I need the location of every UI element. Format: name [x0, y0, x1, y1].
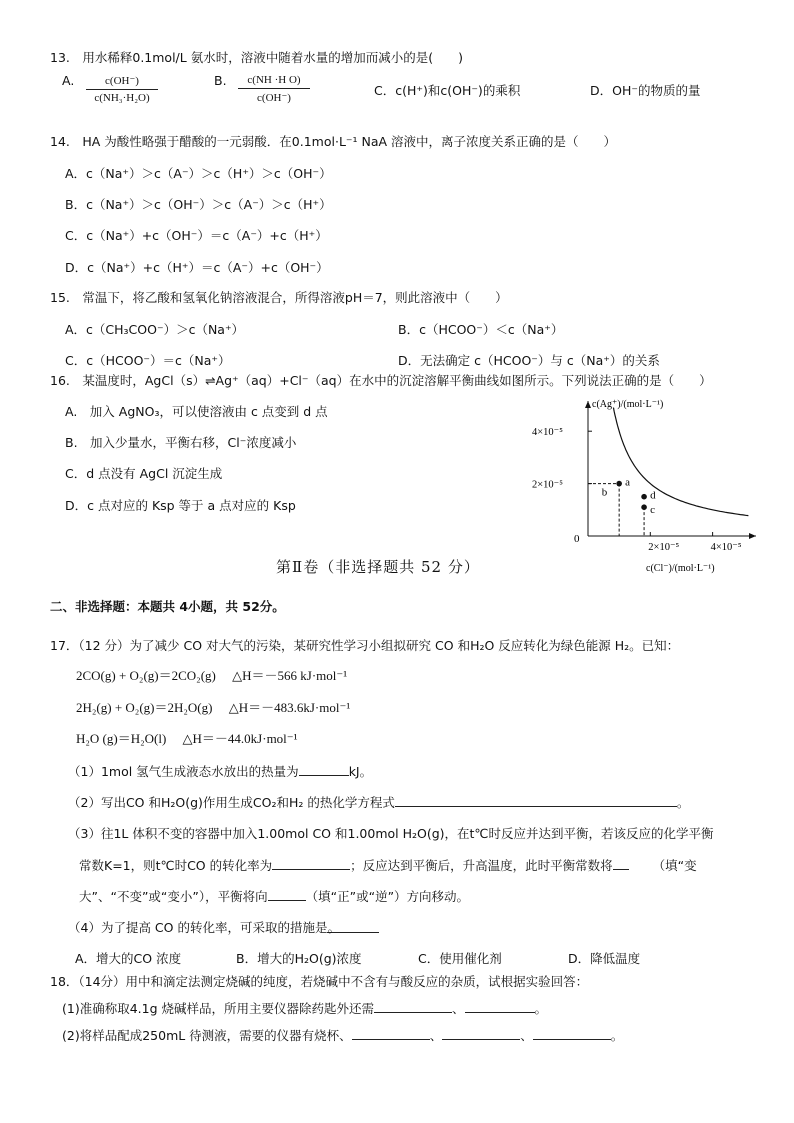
q17-equation-1: 2CO(g) + O₂(g)＝2CO₂(g) △H＝－566 kJ·mol⁻¹	[76, 668, 348, 683]
q18-part1-blank-1[interactable]	[374, 1000, 452, 1013]
q17-direction-blank[interactable]	[268, 888, 306, 901]
q17-constant-blank[interactable]	[613, 857, 629, 870]
q18-part2	[62, 1027, 623, 1044]
q13-b-denominator: c(OH⁻)	[257, 92, 291, 104]
part2-title: 第Ⅱ卷（非选择题共 52 分）	[276, 558, 480, 576]
q13-option-b-label: B.	[214, 73, 227, 88]
solubility-curve	[613, 408, 748, 516]
fraction-bar	[86, 89, 158, 90]
q17-part1-unit: kJ。	[348, 764, 373, 779]
point-d-label: d	[650, 489, 656, 502]
solubility-curve-chart	[528, 393, 764, 578]
q17-part4-option-b: B．增大的H₂O(g)浓度	[236, 951, 362, 966]
x-tick-label: 4×10⁻⁵	[710, 542, 742, 553]
q17-part4-option-d: D．降低温度	[568, 951, 641, 966]
point-c-marker	[641, 504, 647, 510]
q13-option-b-fraction	[238, 74, 310, 104]
x-axis-arrow	[749, 533, 756, 539]
q16-option-d: D．c 点对应的 Ksp 等于 a 点对应的 Ksp	[65, 498, 296, 513]
q17-part2-blank[interactable]	[395, 794, 677, 807]
q18-part2-text: (2)将样品配成250mL 待测液，需要的仪器有烧杯、	[62, 1028, 352, 1043]
q17-part2-end: 。	[676, 795, 690, 810]
point-a-marker	[616, 481, 622, 487]
q17-part3-text-e: （填“正”或“逆”）方向移动。	[305, 889, 470, 904]
q17-part3-line3	[79, 888, 469, 905]
q17-part3-text-c: （填“变	[652, 858, 697, 873]
q14-stem: 14. HA 为酸性略强于醋酸的一元弱酸．在0.1mol·L⁻¹ NaA 溶液中，离子浓度关系正确的是（ ）	[50, 134, 617, 149]
q17-part2-text: （2）写出CO 和H₂O(g)作用生成CO₂和H₂ 的热化学方程式	[68, 795, 395, 810]
q17-part3-line1: （3）往1L 体积不变的容器中加入1.00mol CO 和1.00mol H₂O(g)，在t℃时反应并达到平衡，若该反应的化学平衡	[68, 826, 714, 841]
q13-option-a-label: A.	[62, 73, 75, 88]
q16-stem: 16. 某温度时，AgCl（s）⇌Ag⁺（aq）+Cl⁻（aq）在水中的沉淀溶解平衡曲线如图所示。下列说法正确的是（ ）	[50, 373, 712, 388]
q13-option-c: C．c(H⁺)和c(OH⁻)的乘积	[374, 83, 521, 98]
q18-part1-sep: 、	[452, 1001, 465, 1016]
q18-part2-blank-1[interactable]	[352, 1027, 430, 1040]
q18-stem: 18．（14分）用中和滴定法测定烧碱的纯度，若烧碱中不含有与酸反应的杂质，试根据实验回答：	[50, 974, 589, 989]
q17-part4-dot: 。	[327, 920, 340, 935]
q14-option-a: A．c（Na⁺）＞c（A⁻）＞c（H⁺）＞c（OH⁻）	[65, 166, 332, 181]
q14-option-c: C．c（Na⁺）+c（OH⁻）＝c（A⁻）+c（H⁺）	[65, 228, 328, 243]
q18-part2-blank-3[interactable]	[533, 1027, 611, 1040]
q18-part2-sep-1: 、	[429, 1028, 443, 1043]
q18-part1-end: 。	[534, 1001, 548, 1016]
q18-part2-end: 。	[610, 1028, 624, 1043]
q17-part4-text: （4）为了提高 CO 的转化率，可采取的措施是	[68, 920, 328, 935]
q13-a-denominator: c(NH₃·H₂O)	[94, 92, 150, 104]
q17-part4-blank[interactable]	[327, 920, 379, 933]
q13-option-a-fraction	[86, 74, 158, 104]
y-tick-label: 2×10⁻⁵	[532, 479, 563, 491]
y-axis-label: c(Ag⁺)/(mol·L⁻¹)	[592, 399, 664, 410]
q15-option-a: A．c（CH₃COO⁻）＞c（Na⁺）	[65, 322, 245, 337]
part2-heading: 二、非选择题：本题共 4小题，共 52分。	[50, 599, 285, 614]
q18-part2-sep-2: 、	[520, 1028, 533, 1043]
q14-option-b: B．c（Na⁺）＞c（OH⁻）＞c（A⁻）＞c（H⁺）	[65, 197, 332, 212]
x-tick-label: 2×10⁻⁵	[648, 542, 680, 553]
point-a-label: a	[625, 476, 631, 489]
q15-stem: 15. 常温下，将乙酸和氢氧化钠溶液混合，所得溶液pH＝7，则此溶液中（ ）	[50, 290, 508, 305]
q16-option-b: B. 加入少量水，平衡右移，Cl⁻浓度减小	[65, 435, 297, 450]
q14-option-d: D．c（Na⁺）+c（H⁺）＝c（A⁻）+c（OH⁻）	[65, 260, 329, 275]
q17-part2	[68, 794, 689, 811]
q13-option-d: D．OH⁻的物质的量	[590, 83, 701, 98]
q15-option-c: C．c（HCOO⁻）＝c（Na⁺）	[65, 353, 231, 368]
q17-part4-option-c: C．使用催化剂	[418, 951, 502, 966]
q17-equation-3: H₂O (g)＝H₂O(l) △H＝－44.0kJ·mol⁻¹	[76, 731, 298, 746]
point-c-label: c	[650, 504, 655, 517]
q15-option-b: B．c（HCOO⁻）＜c（Na⁺）	[398, 322, 564, 337]
q18-part1-text: (1)准确称取4.1g 烧碱样品，所用主要仪器除药匙外还需	[62, 1001, 374, 1016]
q17-part4	[68, 920, 379, 936]
q17-part3-text-d: 大”、“不变”或“变小”），平衡将向	[79, 889, 268, 904]
q17-stem: 17．（12 分）为了减少 CO 对大气的污染，某研究性学习小组拟研究 CO 和H₂O 反应转化为绿色能源 H₂。已知：	[50, 638, 680, 653]
fraction-bar	[238, 88, 310, 89]
q16-option-c: C．d 点没有 AgCl 沉淀生成	[65, 466, 223, 481]
q16-option-a: A. 加入 AgNO₃，可以使溶液由 c 点变到 d 点	[65, 404, 328, 419]
q17-part3-text-b: ；反应达到平衡后，升高温度，此时平衡常数将	[350, 858, 613, 873]
x-axis-label: c(Cl⁻)/(mol·L⁻¹)	[646, 563, 715, 574]
point-b-label: b	[601, 486, 608, 499]
q18-part1-blank-2[interactable]	[465, 1000, 535, 1013]
q17-conversion-blank[interactable]	[272, 857, 350, 870]
q17-part1	[68, 763, 372, 780]
q18-part1	[62, 1000, 547, 1017]
q17-part1-text: （1）1mol 氢气生成液态水放出的热量为	[68, 764, 299, 779]
q17-part3-line2	[79, 857, 697, 874]
q17-part4-option-a: A．增大的CO 浓度	[75, 951, 182, 966]
y-tick-label: 4×10⁻⁵	[532, 427, 563, 439]
q17-part3-text-a: 常数K=1，则t℃时CO 的转化率为	[79, 858, 273, 873]
q15-option-d: D．无法确定 c（HCOO⁻）与 c（Na⁺）的关系	[398, 353, 660, 368]
q17-part1-blank[interactable]	[299, 763, 349, 776]
q13-a-numerator: c(OH⁻)	[105, 75, 139, 87]
q18-part2-blank-2[interactable]	[442, 1027, 520, 1040]
q17-equation-2: 2H₂(g) + O₂(g)＝2H₂O(g) △H＝－483.6kJ·mol⁻¹	[76, 700, 351, 715]
q13-b-numerator: c(NH ·H O)	[247, 74, 301, 86]
point-d-marker	[641, 494, 647, 500]
y-axis-arrow	[585, 401, 591, 408]
q13-stem: 13. 用水稀释0.1mol/L 氨水时，溶液中随着水量的增加而减小的是( )	[50, 50, 463, 65]
origin-label: 0	[574, 533, 580, 545]
